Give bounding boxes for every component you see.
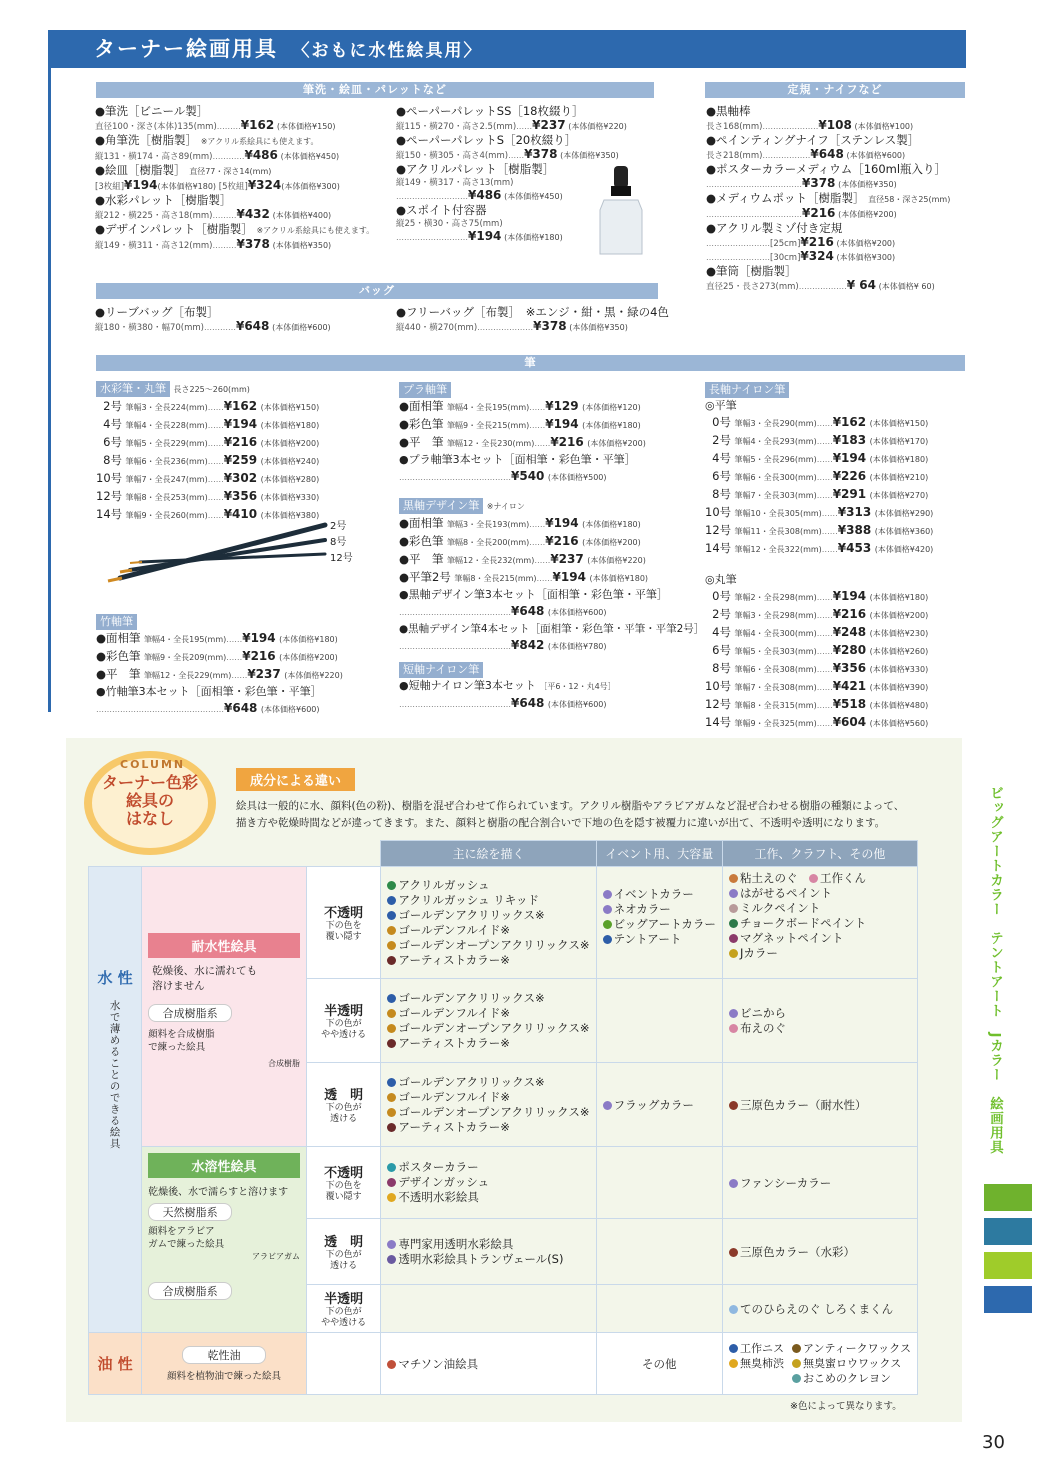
section-bar-brushes: 筆 — [96, 355, 965, 371]
list-item: イベントカラー — [603, 887, 716, 902]
price-row: ●彩色筆 筆幅9・全長215(mm)……¥194 (本体価格¥180) — [399, 417, 641, 431]
price-row: 2号 筆幅3・全長224(mm)……¥162 (本体価格¥150) — [103, 399, 320, 413]
page-title: ターナー絵画用具 〈おもに水性絵具用〉 — [50, 30, 966, 68]
list-item: ポスターカラー — [387, 1160, 589, 1175]
list-item: マグネットペイント — [729, 931, 911, 946]
product-item: ●メディウムポット［樹脂製］ 直径58・深さ25(mm) ………………………………¥216 (本体価格¥200) — [706, 191, 951, 220]
price-row: 10号 筆幅7・全長308(mm)……¥421 (本体価格¥390) — [705, 679, 929, 693]
paint-table: 主に絵を描く イベント用、大容量 工作、クラフト、その他 水 性 水で薄めることのできる絵具 耐水性絵具 乾燥後、水に濡れても 溶けません 合成樹脂系 顔料を合成樹脂 で練った絵具 合成樹脂 不透明 下の色を 覆い隠す アクリルガッシュ アクリルガッシュ リキッド ゴールデンアクリリックス※ ゴールデンフルイド※ ゴールデンオープンアクリリックス※ アーティストカラー※ イベントカラー ネオカラー ビッグアートカラー テントアート 粘土えのぐ 工作くん はがせるペイント ミルクペイント チョークボードペイント マグネットペイント Jカラー 半透明 下の色が やや透ける ゴールデンアクリリックス※ ゴールデンフルイド※ ゴールデンオープンアクリリックス※ アーティストカラー※ ビニから 布えのぐ 透 明 下の色が 透ける ゴールデンアクリリックス※ ゴールデンフルイド※ ゴールデンオープンアクリリックス※ アーティストカラー※ フラッグカラー 三原色カラー（耐水性） 水溶性絵具 乾燥後、水で濡らすと溶けます 天然樹脂系 顔料をアラビア ガムで練った絵具 アラビアガム 合成樹脂系 不透明 下の色を 覆い隠す ポスターカラー デザインガッシュ 不透明水彩絵具 ファンシーカラー 透 明 下の色が 透ける 専門家用透明水彩絵具 透明水彩絵具トランヴェール(S) 三原色カラー（水彩） 半透明 下の色が やや透ける てのひらえのぐ しろくまくん 油 性 乾性油 顔料を植物油で練った絵具 マチソン油絵具 その他 工作ニス 無臭柿渋 アンティークワックス 無臭蜜ロウワックス おこめのクレヨン — [88, 840, 918, 1395]
list-item: アーティストカラー※ — [387, 1120, 589, 1135]
list-item: 無臭蜜ロウワックス — [792, 1356, 911, 1371]
side-tab-teal[interactable] — [984, 1218, 1032, 1245]
list-item: 専門家用透明水彩絵具 — [387, 1237, 589, 1252]
table-cell: 粘土えのぐ 工作くん はがせるペイント ミルクペイント チョークボードペイント マグネットペイント Jカラー — [722, 867, 917, 979]
price-row: ●面相筆 筆幅3・全長193(mm)……¥194 (本体価格¥180) — [399, 516, 641, 530]
product-item: ●ペーパーパレットS［20枚綴り］ 縦150・横305・高さ4(mm)……¥378 (本体価格¥350) — [396, 133, 619, 161]
dropper-bottle-image — [596, 166, 646, 258]
section-bar-knives: 定規・ナイフなど — [705, 82, 965, 98]
price-row: 12号 筆幅8・全長315(mm)……¥518 (本体価格¥480) — [705, 697, 929, 711]
water-label: 水 性 — [97, 969, 133, 987]
list-item: アンティークワックス — [792, 1341, 911, 1356]
price-row: ●彩色筆 筆幅9・全長209(mm)……¥216 (本体価格¥200) — [96, 649, 338, 663]
list-item: 布えのぐ — [729, 1021, 911, 1036]
price-row: 14号 筆幅9・全長260(mm)……¥410 (本体価格¥380) — [96, 507, 320, 521]
list-item: おこめのクレヨン — [792, 1371, 911, 1386]
price-row: ●面相筆 筆幅4・全長195(mm)……¥194 (本体価格¥180) — [96, 631, 338, 645]
list-item: チョークボードペイント — [729, 916, 911, 931]
price-row: 12号 筆幅8・全長253(mm)……¥356 (本体価格¥330) — [96, 489, 320, 503]
price-row: 6号 筆幅5・全長229(mm)……¥216 (本体価格¥200) — [103, 435, 320, 449]
side-tab-lime[interactable] — [984, 1252, 1032, 1279]
price-row: ●面相筆 筆幅4・全長195(mm)……¥129 (本体価格¥120) — [399, 399, 641, 413]
list-item: アクリルガッシュ リキッド — [387, 893, 589, 908]
short-nylon-list: 短軸ナイロン筆 ●短軸ナイロン筆3本セット ［平6・12・丸4号］ ……………………………………¥648 (本体価格¥600) — [399, 663, 616, 710]
list-item: デザインガッシュ — [387, 1175, 589, 1190]
price-row: 2号 筆幅3・全長298(mm)……¥216 (本体価格¥200) — [712, 607, 929, 621]
price-row: ●平 筆 筆幅12・全長232(mm)……¥237 (本体価格¥220) — [399, 552, 646, 566]
product-item: ●筆洗［ビニール製］ 直径100・深さ(本体)135(mm)………¥162 (本体価格¥150) — [95, 104, 336, 132]
price-row: 0号 筆幅3・全長290(mm)……¥162 (本体価格¥150) — [712, 415, 929, 429]
price-row: 10号 筆幅7・全長247(mm)……¥302 (本体価格¥280) — [96, 471, 320, 485]
list-item: テントアート — [603, 932, 716, 947]
list-item: 無臭柿渋 — [729, 1356, 784, 1371]
side-index: ビッグアートカラー テントアート Jカラー 絵画用具 — [987, 786, 1003, 1155]
long-nylon-list: 長軸ナイロン筆 ◎平筆 0号 筆幅3・全長290(mm)……¥162 (本体価格¥150) 2号 筆幅4・全長293(mm)……¥183 (本体価格¥170) 4号 筆幅5・全長296(mm)……¥194 (本体価格¥180) 6号 筆幅6・全長300(mm)……¥226 (本体価格¥210) 8号 筆幅7・全長303(mm)……¥291 (本体価格¥270) 10号 筆幅10・全長305(mm)……¥313 (本体価格¥290) 12号 筆幅11・全長308(mm)……¥388 (本体価格¥360) 14号 筆幅12・全長322(mm)……¥453 (本体価格¥420) ◎丸筆 0号 筆幅2・全長298(mm)……¥194 (本体価格¥180) 2号 筆幅3・全長298(mm)……¥216 (本体価格¥200) 4号 筆幅4・全長300(mm)……¥248 (本体価格¥230) 6号 筆幅5・全長303(mm)……¥280 (本体価格¥260) 8号 筆幅6・全長308(mm)……¥356 (本体価格¥330) 10号 筆幅7・全長308(mm)……¥421 (本体価格¥390) 12号 筆幅8・全長315(mm)……¥518 (本体価格¥480) 14号 筆幅9・全長325(mm)……¥604 (本体価格¥560) — [705, 382, 970, 732]
column-title: ターナー色彩 絵具の はなし — [101, 773, 198, 828]
product-item: ●リーブバッグ［布製］ 縦180・横380・幅70(mm)…………¥648 (本体価格¥600) — [95, 305, 331, 333]
price-row: ●彩色筆 筆幅8・全長200(mm)……¥216 (本体価格¥200) — [399, 534, 641, 548]
water-sub: 水で薄めることのできる絵具 — [108, 1000, 121, 1150]
product-item: ●ポスターカラーメディウム［160ml瓶入り］ ………………………………¥378 (本体価格¥350) — [706, 162, 947, 190]
column-label: COLUMN — [120, 758, 186, 771]
product-item: ●スポイト付容器 縦25・横30・高さ75(mm) ………………………¥194 (本体価格¥180) — [396, 203, 563, 243]
price-row: 0号 筆幅2・全長298(mm)……¥194 (本体価格¥180) — [712, 589, 929, 603]
list-item: はがせるペイント — [729, 886, 911, 901]
price-row: 8号 筆幅7・全長303(mm)……¥291 (本体価格¥270) — [712, 487, 929, 501]
oil-label: 油 性 — [89, 1333, 142, 1395]
list-item: アクリルガッシュ — [387, 878, 589, 893]
product-item: ●黒軸棒 長さ168(mm)…………………¥108 (本体価格¥100) — [706, 104, 914, 132]
price-row: 14号 筆幅12・全長322(mm)……¥453 (本体価格¥420) — [705, 541, 934, 555]
column-heading: 成分による違い — [236, 768, 355, 791]
waterproof-label: 耐水性絵具 — [148, 933, 300, 958]
price-row: 12号 筆幅11・全長308(mm)……¥388 (本体価格¥360) — [705, 523, 934, 537]
page-number: 30 — [982, 1432, 1005, 1453]
column-intro: 絵具は一般的に水、顔料(色の粉)、樹脂を混ぜ合わせて作られています。アクリル樹脂やアラビアガムなど混ぜ合わせる樹脂の種類によって、 描き方や乾燥時間などが違ってきます。また、顔料と樹脂の配合割合いで下地の色を隠す被覆力に違いが出て、不透明や透明になります。 — [236, 800, 905, 829]
list-item: ビッグアートカラー — [603, 917, 716, 932]
product-item: ●アクリルパレット［樹脂製］ 縦149・横317・高さ13(mm) ………………………¥486 (本体価格¥450) — [396, 162, 563, 202]
price-row: ●平筆2号 筆幅8・全長215(mm)……¥194 (本体価格¥180) — [399, 570, 649, 584]
price-row: 4号 筆幅5・全長296(mm)……¥194 (本体価格¥180) — [712, 451, 929, 465]
product-item: ●角筆洗［樹脂製］ ※アクリル系絵具にも使えます。 縦131・横174・高さ89(mm)…………¥486 (本体価格¥450) — [95, 133, 340, 162]
side-tab-green[interactable] — [984, 1184, 1032, 1211]
list-item: ゴールデンアクリリックス※ — [387, 1075, 589, 1090]
list-item: ゴールデンオープンアクリリックス※ — [387, 1105, 589, 1120]
list-item: 工作ニス — [729, 1341, 784, 1356]
black-brush-list: 黒軸デザイン筆 ※ナイロン ●面相筆 筆幅3・全長193(mm)……¥194 (本体価格¥180) ●彩色筆 筆幅8・全長200(mm)……¥216 (本体価格¥200) ●平 筆 筆幅12・全長232(mm)……¥237 (本体価格¥220) ●平筆2号 筆幅8・全長215(mm)……¥194 (本体価格¥180) ●黒軸デザイン筆3本セット［面相筆・彩色筆・平筆］ ……………………………………¥648 (本体価格¥600) ●黒軸デザイン筆4本セット［面相筆・彩色筆・平筆・平筆2号］ ……………………………………¥842 (本体価格¥780) — [399, 499, 705, 652]
product-item: ●ペインティングナイフ［ステンレス製］ 長さ218(mm)………………¥648 (本体価格¥600) — [706, 133, 920, 161]
list-item: ネオカラー — [603, 902, 716, 917]
price-row: ●平 筆 筆幅12・全長230(mm)……¥216 (本体価格¥200) — [399, 435, 646, 449]
tag-plastic: プラ軸筆 — [399, 382, 451, 398]
price-row: 6号 筆幅6・全長300(mm)……¥226 (本体価格¥210) — [712, 469, 929, 483]
list-item: アーティストカラー※ — [387, 953, 589, 968]
list-item: ビニから — [729, 1006, 911, 1021]
product-item: ●水彩パレット［樹脂製］ 縦212・横225・高さ18(mm)………¥432 (本体価格¥400) — [95, 193, 332, 221]
plastic-brush-list: プラ軸筆 ●面相筆 筆幅4・全長195(mm)……¥129 (本体価格¥120) ●彩色筆 筆幅9・全長215(mm)……¥194 (本体価格¥180) ●平 筆 筆幅12・全長230(mm)……¥216 (本体価格¥200) ●プラ軸筆3本セット［面相筆・彩色筆・平筆］ ……………………………………¥540 (本体価格¥500) — [399, 382, 664, 486]
watercolor-brush-list: 水彩筆・丸筆 長さ225〜260(mm) 2号 筆幅3・全長224(mm)……¥162 (本体価格¥150) 4号 筆幅4・全長228(mm)……¥194 (本体価格¥180) 6号 筆幅5・全長229(mm)……¥216 (本体価格¥200) 8号 筆幅6・全長236(mm)……¥259 (本体価格¥240) 10号 筆幅7・全長247(mm)……¥302 (本体価格¥280) 12号 筆幅8・全長253(mm)……¥356 (本体価格¥330) 14号 筆幅9・全長260(mm)……¥410 (本体価格¥380) — [96, 381, 366, 524]
list-item: ゴールデンオープンアクリリックス※ — [387, 1021, 589, 1036]
price-row: 14号 筆幅9・全長325(mm)……¥604 (本体価格¥560) — [705, 715, 929, 729]
brush-image — [100, 520, 330, 586]
price-row: 2号 筆幅4・全長293(mm)……¥183 (本体価格¥170) — [712, 433, 929, 447]
price-row: 8号 筆幅6・全長236(mm)……¥259 (本体価格¥240) — [103, 453, 320, 467]
product-item: ●筆筒［樹脂製］ 直径25・長さ273(mm)………………¥ 64 (本体価格¥ 60) — [706, 264, 935, 292]
price-row: 4号 筆幅4・全長228(mm)……¥194 (本体価格¥180) — [103, 417, 320, 431]
price-row: ●平 筆 筆幅12・全長229(mm)……¥237 (本体価格¥220) — [96, 667, 343, 681]
table-cell — [381, 867, 596, 979]
product-item: ●デザインパレット［樹脂製］ ※アクリル系絵具にも使えます。 縦149・横311・高さ12(mm)………¥378 (本体価格¥350) — [95, 222, 375, 251]
brush-image-labels: 2号 8号 12号 — [330, 521, 353, 564]
list-item: ゴールデンアクリリックス※ — [387, 908, 589, 923]
footnote: ※色によって異なります。 — [790, 1401, 902, 1412]
table-cell — [596, 867, 722, 979]
bamboo-brush-list: 竹軸筆 ●面相筆 筆幅4・全長195(mm)……¥194 (本体価格¥180) ●彩色筆 筆幅9・全長209(mm)……¥216 (本体価格¥200) ●平 筆 筆幅12・全長229(mm)……¥237 (本体価格¥220) ●竹軸筆3本セット［面相筆・彩色筆・平筆］ …………………………………………¥648 (本体価格¥600) — [96, 614, 366, 718]
soluble-label: 水溶性絵具 — [148, 1153, 300, 1178]
tag-short-nylon: 短軸ナイロン筆 — [399, 662, 483, 678]
product-item: ●ペーパーパレットSS［18枚綴り］ 縦115・横270・高さ2.5(mm)……¥237 (本体価格¥220) — [396, 104, 627, 132]
list-item: 透明水彩絵具トランヴェール(S) — [387, 1252, 589, 1267]
tag-bamboo: 竹軸筆 — [96, 614, 137, 630]
list-item: ゴールデンオープンアクリリックス※ — [387, 938, 589, 953]
tag-long-nylon: 長軸ナイロン筆 — [705, 382, 789, 398]
price-row: 8号 筆幅6・全長308(mm)……¥356 (本体価格¥330) — [712, 661, 929, 675]
price-row: 6号 筆幅5・全長303(mm)……¥280 (本体価格¥260) — [712, 643, 929, 657]
list-item: Jカラー — [729, 946, 911, 961]
list-item: アーティストカラー※ — [387, 1036, 589, 1051]
list-item: ゴールデンフルイド※ — [387, 1006, 589, 1021]
list-item: ゴールデンフルイド※ — [387, 923, 589, 938]
price-row: 10号 筆幅10・全長305(mm)……¥313 (本体価格¥290) — [705, 505, 934, 519]
side-tab-blue[interactable] — [984, 1286, 1032, 1313]
list-item: ゴールデンフルイド※ — [387, 1090, 589, 1105]
list-item: ミルクペイント — [729, 901, 911, 916]
list-item: 不透明水彩絵具 — [387, 1190, 589, 1205]
product-item: ●フリーバッグ［布製］ ※エンジ・紺・黒・緑の4色 縦440・横270(mm)…………………¥378 (本体価格¥350) — [396, 305, 669, 333]
tag-black: 黒軸デザイン筆 — [399, 498, 483, 514]
product-item: ●絵皿［樹脂製］ 直径77・深さ14(mm) [3枚組]¥194(本体価格¥180) [5枚組]¥324(本体価格¥300) — [95, 163, 340, 192]
list-item: ゴールデンアクリリックス※ — [387, 991, 589, 1006]
product-list-col1 — [95, 104, 375, 252]
section-bar-bags: バッグ — [96, 283, 658, 299]
price-row: 4号 筆幅4・全長300(mm)……¥248 (本体価格¥230) — [712, 625, 929, 639]
tag-watercolor: 水彩筆・丸筆 — [96, 381, 170, 397]
product-item: ●アクリル製ミゾ付き定規 ……………………[25cm]¥216 (本体価格¥200) ……………………[30cm]¥324 (本体価格¥300) — [706, 221, 896, 263]
left-rule — [48, 30, 51, 712]
section-bar-brush-palette: 筆洗・絵皿・パレットなど — [96, 82, 654, 98]
product-list-col3 — [706, 104, 968, 293]
